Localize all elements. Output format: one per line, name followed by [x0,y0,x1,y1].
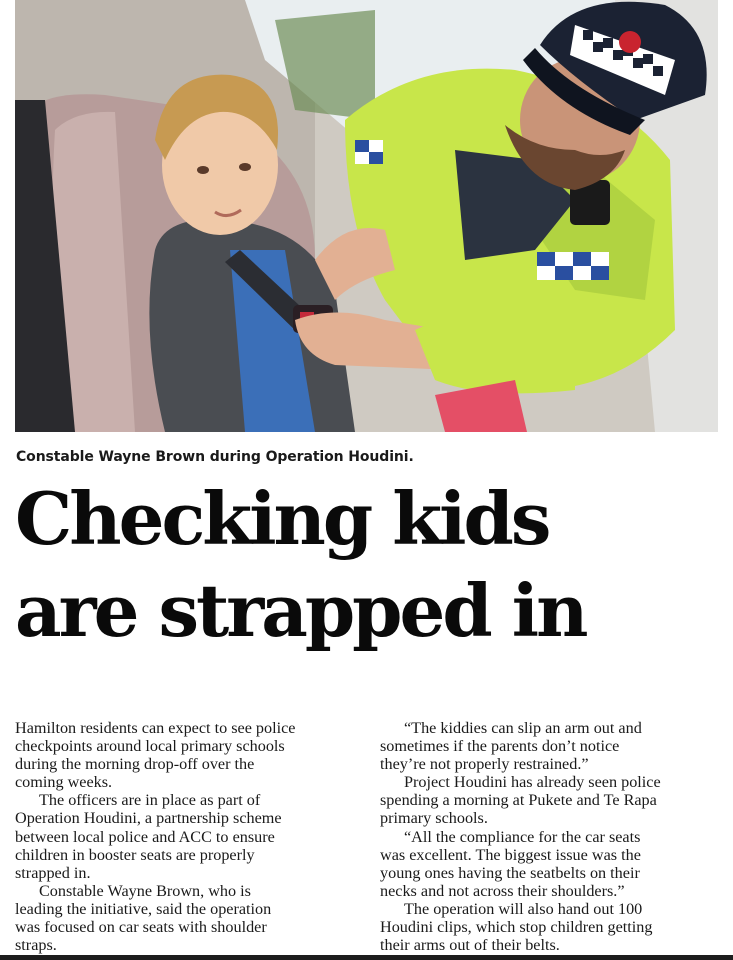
news-photo [15,0,718,432]
photo-caption: Constable Wayne Brown during Operation Houdini. [16,449,414,465]
photo-illustration [15,0,718,432]
bottom-rule [0,955,733,960]
article-line: “The kiddies can slip an arm out and [404,719,642,737]
article-line: young ones having the seatbelts on their [380,863,640,882]
article-line: straps. [15,936,57,955]
article-line: “All the compliance for the car seats [404,827,641,846]
article-line: necks and not across their shoulders.” [380,881,625,900]
article-line: sometimes if the parents don’t notice [380,737,620,756]
article-line: strapped in. [15,863,91,882]
article-line: was focused on car seats with shoulder [15,918,267,937]
article-line: leading the initiative, said the operation [15,899,272,918]
article-line: The operation will also hand out 100 [404,899,643,918]
article-line: they’re not properly restrained.” [380,755,589,774]
article-line: spending a morning at Pukete and Te Rapa [380,791,657,810]
article-column-left [15,719,360,954]
child-eye-left [197,166,209,174]
article-line: The officers are in place as part of [39,791,261,810]
article-line: Hamilton residents can expect to see police [15,719,296,737]
article-line: children in booster seats are properly [15,845,255,864]
cap-badge [619,31,641,53]
headline [15,473,725,657]
child-eye-right [239,163,251,171]
article-line: checkpoints around local primary schools [15,737,285,756]
article-line: Project Houdini has already seen police [404,773,661,792]
article-line: between local police and ACC to ensure [15,827,275,846]
article-line: Operation Houdini, a partnership scheme [15,809,282,828]
article-line: during the morning drop-off over the [15,755,255,774]
article-column-right [380,719,725,954]
article-line: was excellent. The biggest issue was the [380,845,641,864]
article-line: primary schools. [380,809,488,828]
article-line: Constable Wayne Brown, who is [39,881,251,900]
headline-line-2: are strapped in [15,568,586,653]
article-line: Houdini clips, which stop children getting [380,918,653,937]
article-line: their arms out of their belts. [380,936,560,955]
article-line: coming weeks. [15,773,113,792]
headline-line-1: Checking kids [15,476,549,561]
